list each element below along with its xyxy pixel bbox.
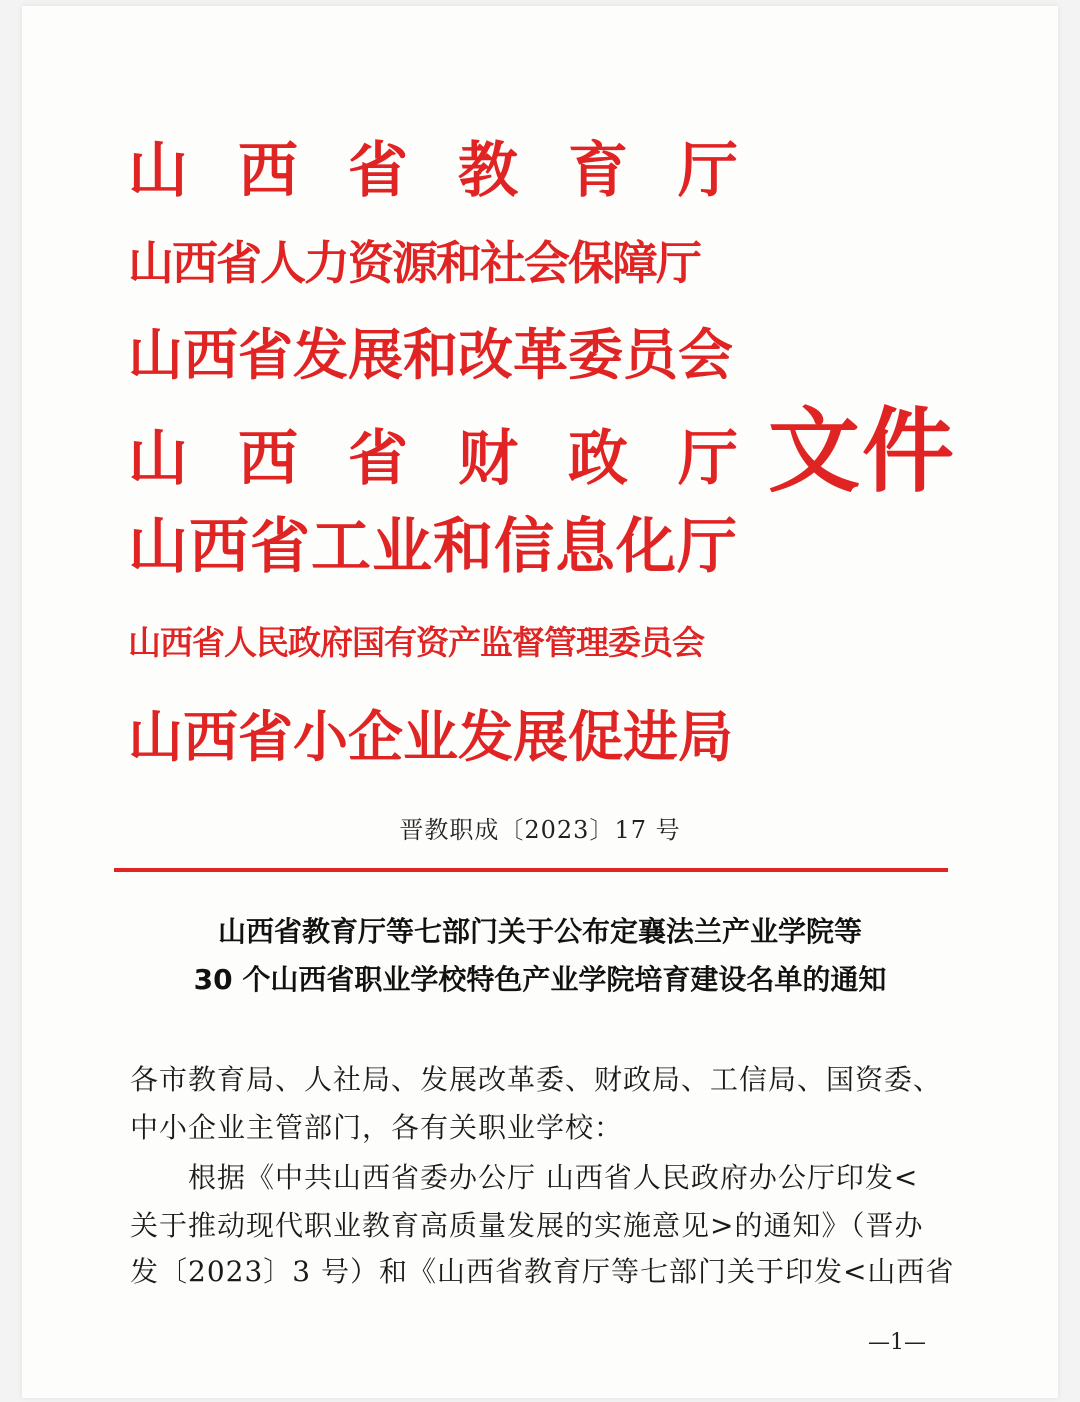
agency-education-department [128, 132, 738, 210]
recipients-line2: 中小企业主管部门，各有关职业学校： [130, 1111, 624, 1144]
agency-char: 教 [458, 136, 518, 206]
agency-char: 财 [458, 424, 518, 494]
agency-char: 山 [128, 136, 188, 206]
agency-char: 山 [128, 424, 188, 494]
agency-char: 厅 [678, 136, 738, 206]
notice-title-line2: 30 个山西省职业学校特色产业学院培育建设名单的通知 [193, 963, 887, 996]
page-number: —1— [868, 1330, 926, 1355]
recipients-line1: 各市教育局、人社局、发展改革委、财政局、工信局、国资委、 [130, 1063, 943, 1096]
agency-char: 西 [238, 424, 298, 494]
agency-finance-department [128, 420, 738, 498]
agency-development-reform: 山西省发展和改革委员会 [128, 323, 734, 387]
agency-char: 省 [348, 136, 408, 206]
agency-char: 省 [348, 424, 408, 494]
agency-human-resources: 山西省人力资源和社会保障厅 [128, 236, 700, 290]
agency-state-assets: 山西省人民政府国有资产监督管理委员会 [128, 623, 704, 662]
body-line1: 根据《中共山西省委办公厅 山西省人民政府办公厅印发< [188, 1161, 919, 1194]
agency-char: 育 [568, 136, 628, 206]
agency-char: 西 [238, 136, 298, 206]
document-label: 文件 [768, 398, 957, 505]
document-number: 晋教职成〔2023〕17 号 [399, 816, 681, 844]
agency-char: 厅 [678, 424, 738, 494]
red-divider [114, 868, 948, 872]
body-line2: 关于推动现代职业教育高质量发展的实施意见>的通知》（晋办 [130, 1209, 924, 1242]
agency-industry-it: 山西省工业和信息化厅 [128, 512, 738, 582]
body-line3: 发〔2023〕3 号）和《山西省教育厅等七部门关于印发<山西省 [130, 1255, 955, 1288]
agency-char: 政 [568, 424, 628, 494]
notice-title-line1: 山西省教育厅等七部门关于公布定襄法兰产业学院等 [217, 915, 862, 948]
agency-small-business: 山西省小企业发展促进局 [128, 705, 734, 769]
